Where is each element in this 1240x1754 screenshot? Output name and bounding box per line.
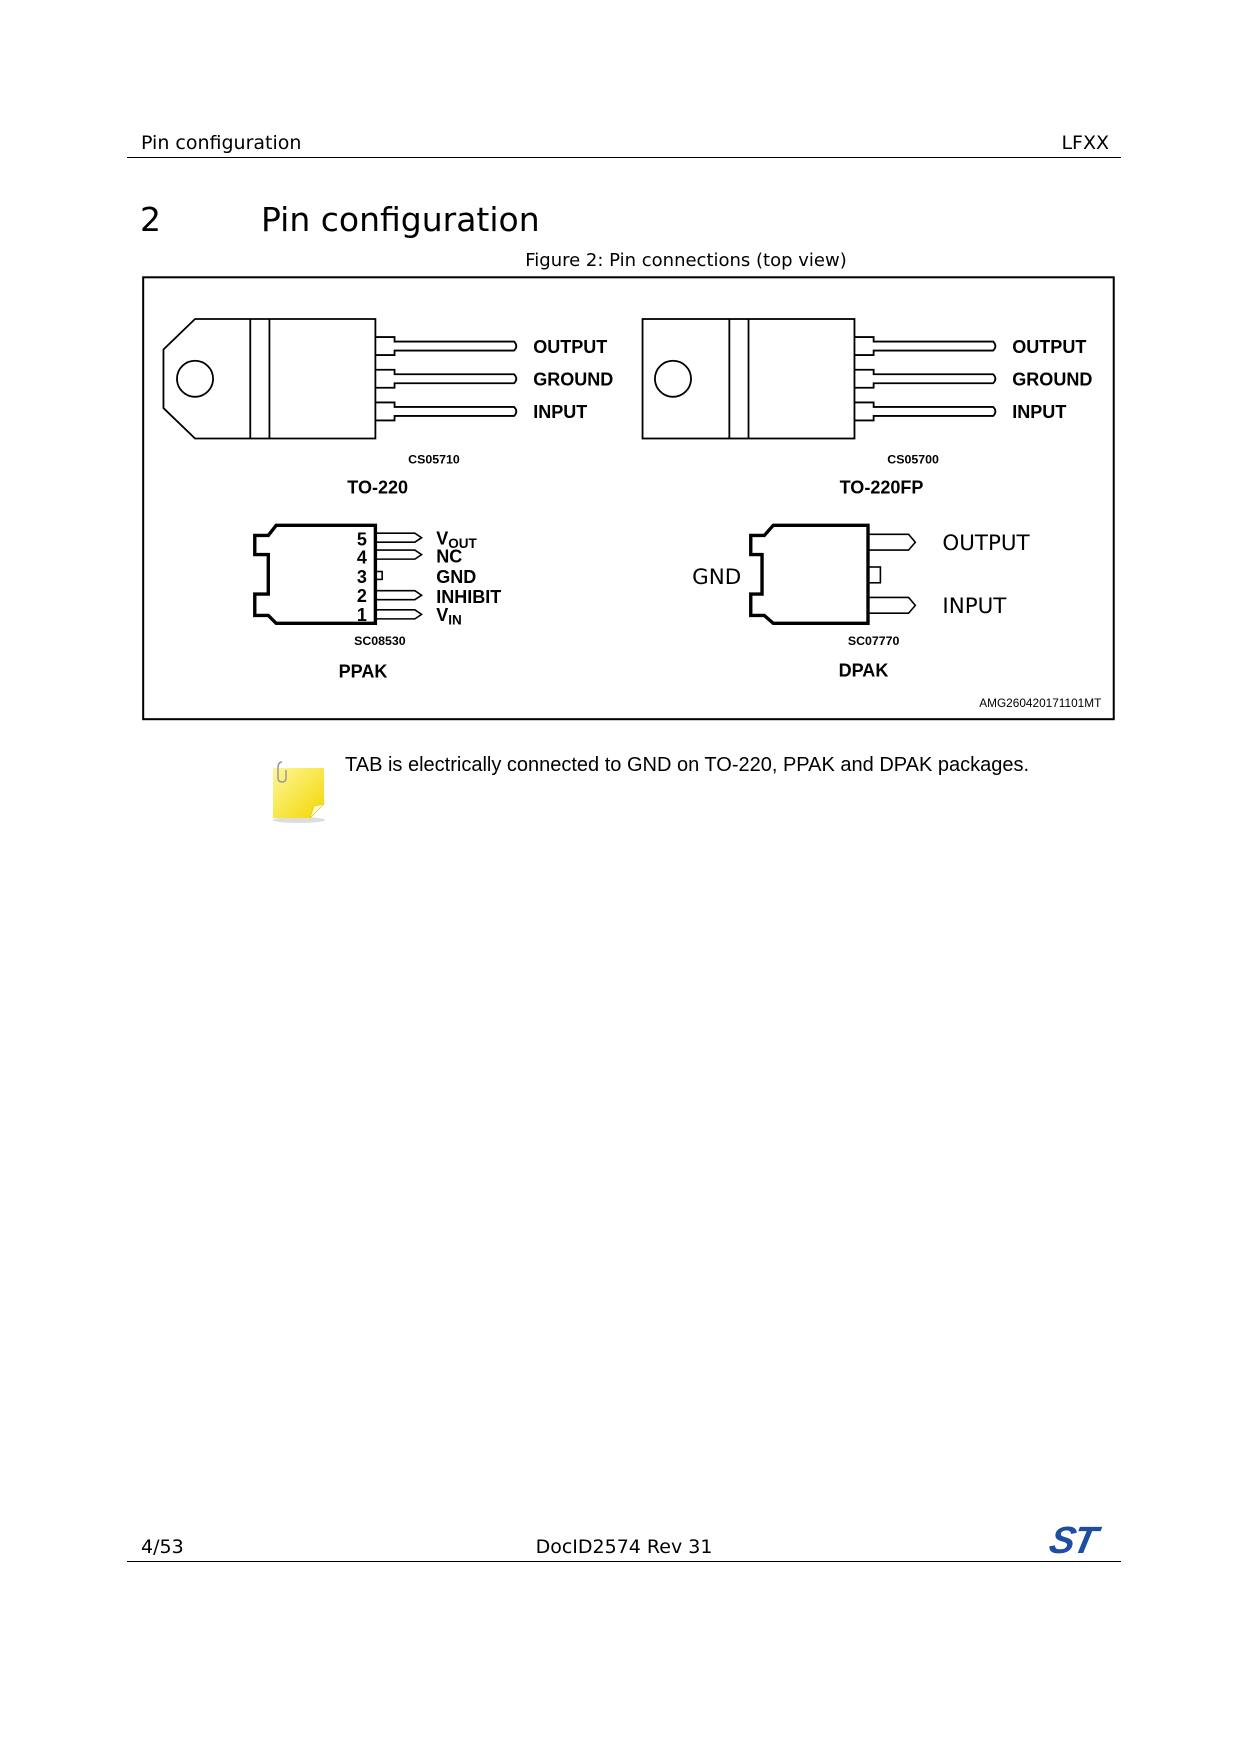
to220fp-pin-ground: GROUND <box>1012 369 1093 390</box>
to220-code: CS05710 <box>408 452 460 467</box>
dpak-code: SC07770 <box>847 633 900 648</box>
to220fp-code: CS05700 <box>887 452 939 467</box>
footer-rule <box>127 1561 1121 1562</box>
ppak-pin-1: 1 <box>356 605 367 626</box>
to220fp-package <box>643 319 996 438</box>
lead <box>854 337 995 355</box>
dpak-label-gnd: GND <box>692 564 742 590</box>
ppak-pin-5: 5 <box>356 529 367 550</box>
ppak-pin-4: 4 <box>356 547 367 568</box>
ppak-label-nc: NC <box>436 546 463 567</box>
to220fp-pin-output: OUTPUT <box>1012 336 1087 357</box>
lead <box>375 402 516 420</box>
ppak-pin-3: 3 <box>356 566 367 587</box>
figure-id: AMG260420171101MT <box>979 695 1102 710</box>
dpak-package <box>751 525 916 623</box>
lead <box>375 337 516 355</box>
to220fp-pin-input: INPUT <box>1012 402 1067 423</box>
dpak-label-output: OUTPUT <box>942 531 1030 557</box>
ppak-name: PPAK <box>338 661 388 682</box>
ppak-package <box>255 525 422 626</box>
ppak-label-inhibit: INHIBIT <box>436 587 502 608</box>
ppak-label-vin: VIN <box>436 605 462 628</box>
ppak-code: SC08530 <box>354 633 406 648</box>
lead <box>854 402 995 420</box>
to220-name: TO-220 <box>347 477 409 498</box>
to220-pin-ground: GROUND <box>533 369 614 390</box>
to220fp-name: TO-220FP <box>839 477 924 498</box>
dpak-name: DPAK <box>838 660 889 681</box>
dpak-label-input: INPUT <box>942 594 1007 620</box>
footer-doc-id: DocID2574 Rev 31 <box>535 1536 713 1558</box>
footer-page: 4/53 <box>141 1536 184 1558</box>
to220-pin-input: INPUT <box>533 402 588 423</box>
figure-frame <box>143 277 1114 719</box>
page-title: Pin configuration <box>261 200 540 239</box>
ppak-label-vout: VOUT <box>436 528 477 551</box>
note-text: TAB is electrically connected to GND on TO-220, PPAK and DPAK packages. <box>345 754 1030 776</box>
lead <box>375 370 516 388</box>
header-section: Pin configuration <box>141 132 302 154</box>
figure-caption: Figure 2: Pin connections (top view) <box>525 250 847 271</box>
to220-package <box>163 319 516 438</box>
ppak-pin-2: 2 <box>356 585 367 606</box>
sticky-note-icon <box>270 760 328 824</box>
section-number: 2 <box>140 200 161 239</box>
lead <box>854 370 995 388</box>
ppak-label-gnd: GND <box>436 566 477 587</box>
st-logo-text: ST <box>1045 1520 1100 1562</box>
to220-pin-output: OUTPUT <box>533 336 608 357</box>
header-doc: LFXX <box>1061 132 1109 154</box>
st-logo <box>1045 1520 1099 1563</box>
